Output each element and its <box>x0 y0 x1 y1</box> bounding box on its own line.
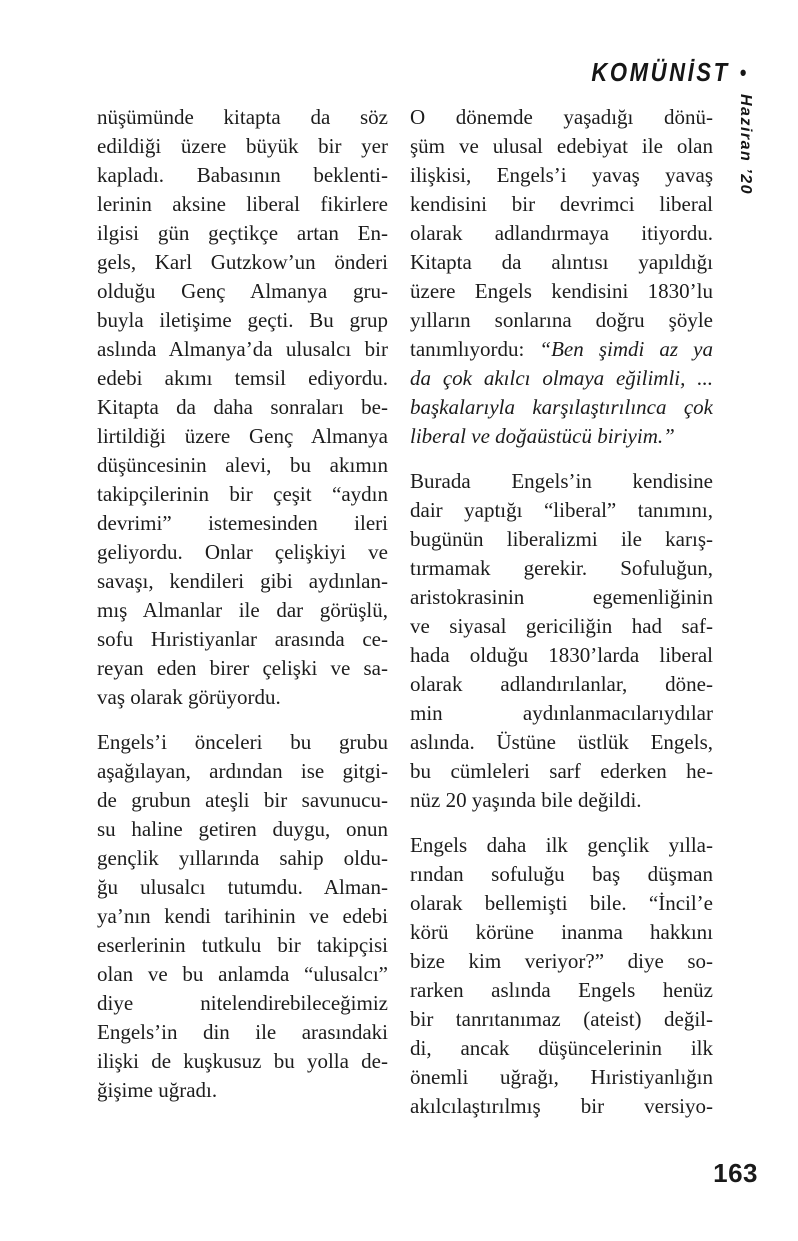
text-line: rından sofuluğu baş düşman <box>410 862 713 886</box>
text-line: di, ancak düşüncelerinin ilk <box>410 1036 713 1060</box>
text-line: edildiği üzere büyük bir yer <box>97 134 388 158</box>
text-line: min aydınlanmacılarıydılar <box>410 701 713 725</box>
text-line: vaş olarak görüyordu. <box>97 685 281 709</box>
text-line: bir tanrıtanımaz (ateist) değil- <box>410 1007 713 1031</box>
text-line: ilgisi gün geçtikçe artan En- <box>97 221 388 245</box>
paragraph <box>410 831 713 1121</box>
text-line: mış Almanlar ile dar görüşlü, <box>97 598 388 622</box>
text-line: şüm ve ulusal edebiyat ile olan <box>410 134 713 158</box>
text-line: ve siyasal gericiliğin had saf- <box>410 614 713 638</box>
text-line: ğişime uğradı. <box>97 1078 218 1102</box>
column-right <box>410 103 713 1137</box>
text-line: lerinin aksine liberal fikirlere <box>97 192 388 216</box>
text-line: Engels daha ilk gençlik yılla- <box>410 833 713 857</box>
text-line: bugünün liberalizmi ile karış- <box>410 527 713 551</box>
quoted-italic-text: liberal ve doğaüstücü biriyim.” <box>410 424 675 448</box>
text-line: aşağılayan, ardından ise gitgi- <box>97 759 388 783</box>
text-line <box>410 422 713 451</box>
text-line: sofu Hıristiyanlar arasında ce- <box>97 627 388 651</box>
text-line: önemli uğrağı, Hıristiyanlığın <box>410 1065 713 1089</box>
text-line: lirtildiği üzere Genç Almanya <box>97 424 388 448</box>
text-line: akılcılaştırılmış bir versiyo- <box>410 1094 713 1118</box>
text-line <box>410 335 713 364</box>
page-number: 163 <box>713 1158 758 1188</box>
text-line: dair yaptığı “liberal” tanımını, <box>410 498 713 522</box>
text-line: Burada Engels’in kendisine <box>410 469 713 493</box>
text-line: gels, Karl Gutzkow’un önderi <box>97 250 388 274</box>
text-line: olduğu Genç Almanya gru- <box>97 279 388 303</box>
text-line: körü körüne inanma hakkını <box>410 920 713 944</box>
column-left <box>97 103 388 1137</box>
text-line: aslında Almanya’da ulusalcı bir <box>97 337 388 361</box>
text-line <box>410 364 713 393</box>
text-line: düşüncesinin alevi, bu akımın <box>97 453 388 477</box>
text-line: Engels’in din ile arasındaki <box>97 1020 388 1044</box>
text-line: nüz 20 yaşında bile değildi. <box>410 788 642 812</box>
text-line: olarak bellemişti bile. “İncil’e <box>410 891 713 915</box>
article-body <box>97 103 713 1137</box>
text-line: buyla iletişime geçti. Bu grup <box>97 308 388 332</box>
magazine-title: KOMÜNİST <box>590 57 730 87</box>
text-line: tırmamak gerekir. Sofuluğun, <box>410 556 713 580</box>
text-line: eserlerinin tutkulu bir takipçisi <box>97 933 388 957</box>
body-text: tanımlıyordu: <box>410 337 540 361</box>
issue-date-vertical: Haziran ’20 <box>737 94 754 195</box>
quoted-italic-text: “Ben şimdi az ya <box>539 337 713 361</box>
text-line: su haline getiren duygu, onun <box>97 817 388 841</box>
text-line: de grubun ateşli bir savunucu- <box>97 788 388 812</box>
paragraph <box>410 103 713 451</box>
text-line: olarak adlandırılanlar, döne- <box>410 672 713 696</box>
text-line: gençlik yıllarında sahip oldu- <box>97 846 388 870</box>
text-line: ya’nın kendi tarihinin ve edebi <box>97 904 388 928</box>
text-line: hada olduğu 1830’larda liberal <box>410 643 713 667</box>
text-line: savaşı, kendileri gibi aydınlan- <box>97 569 388 593</box>
text-line: reyan eden birer çelişki ve sa- <box>97 656 388 680</box>
paragraph <box>410 467 713 815</box>
text-line: nüşümünde kitapta da söz <box>97 105 388 129</box>
text-line: yılların sonlarına doğru şöyle <box>410 308 713 332</box>
text-line: devrimi” istemesinden ileri <box>97 511 388 535</box>
text-line: olan ve bu anlamda “ulusalcı” <box>97 962 388 986</box>
paragraph <box>97 728 388 1105</box>
text-line: O dönemde yaşadığı dönü- <box>410 105 713 129</box>
running-head-inner <box>591 57 746 88</box>
text-line: Kitapta da alıntısı yapıldığı <box>410 250 713 274</box>
text-line: Kitapta da daha sonraları be- <box>97 395 388 419</box>
text-line: kendisini bir devrimci liberal <box>410 192 713 216</box>
text-line: ilişkisi, Engels’i yavaş yavaş <box>410 163 713 187</box>
paragraph <box>97 103 388 712</box>
quoted-italic-text: da çok akılcı olmaya eğilimli, ... <box>410 366 713 390</box>
text-line: rarken aslında Engels henüz <box>410 978 713 1002</box>
text-line: olarak adlandırmaya itiyordu. <box>410 221 713 245</box>
text-line: bize kim veriyor?” diye so- <box>410 949 713 973</box>
text-line: bu cümleleri sarf ederken he- <box>410 759 713 783</box>
text-line <box>410 393 713 422</box>
text-line: kapladı. Babasının beklenti- <box>97 163 388 187</box>
text-line: edebi akımı temsil ediyordu. <box>97 366 388 390</box>
text-line: aristokrasinin egemenliğinin <box>410 585 713 609</box>
text-line: üzere Engels kendisini 1830’lu <box>410 279 713 303</box>
running-head <box>564 57 746 88</box>
text-line: ilişki de kuşkusuz bu yolla de- <box>97 1049 388 1073</box>
quoted-italic-text: başkalarıyla karşılaştırılınca çok <box>410 395 713 419</box>
text-line: takipçilerinin bir çeşit “aydın <box>97 482 388 506</box>
text-line: ğu ulusalcı tutumdu. Alman- <box>97 875 388 899</box>
text-line: geliyordu. Onlar çelişkiyi ve <box>97 540 388 564</box>
text-line: diye nitelendirebileceğimiz <box>97 991 388 1015</box>
bullet-separator-icon: • <box>739 59 746 85</box>
text-line: aslında. Üstüne üstlük Engels, <box>410 730 713 754</box>
text-line: Engels’i önceleri bu grubu <box>97 730 388 754</box>
